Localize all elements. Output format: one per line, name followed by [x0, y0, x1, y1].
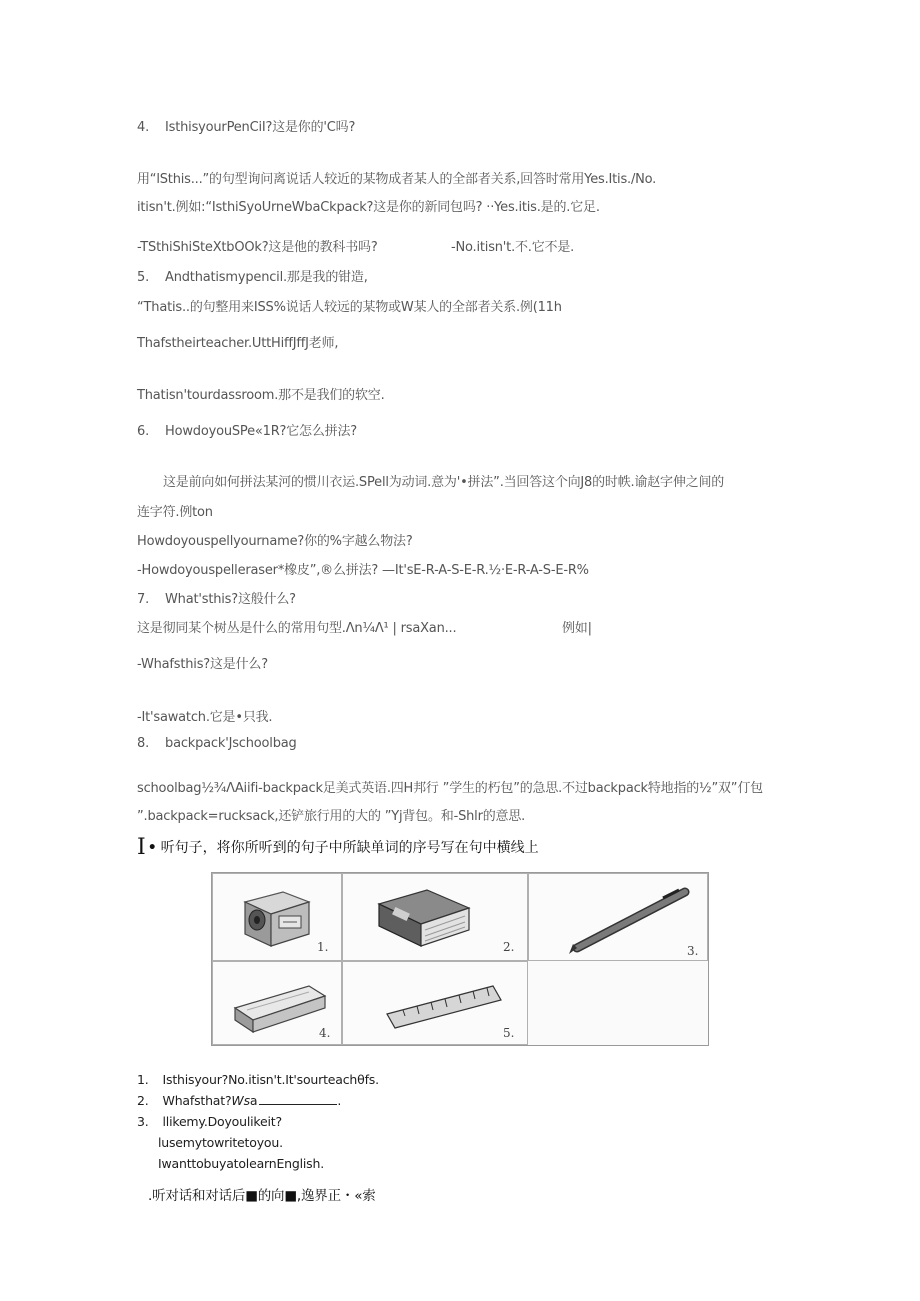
picture-cell-ruler — [342, 961, 528, 1045]
item-4 — [137, 116, 355, 135]
picture-cell-sharpener — [212, 873, 342, 961]
item-number: 4. — [137, 120, 150, 135]
exercise-text: a — [249, 1093, 258, 1108]
explanation-line: 这是前向如何拼法某河的惯川衣运.SPell为动词.意为'•拼法”.当回答这个向J8的时帙.谕赵字伸之间的 — [163, 475, 725, 490]
item-5 — [137, 266, 368, 285]
answer-blank[interactable] — [259, 1094, 337, 1105]
exercise-text: Whafsthat? — [162, 1093, 232, 1108]
picture-cell-eraser — [212, 961, 342, 1045]
roman-numeral: I — [137, 835, 146, 860]
explanation-line: itisn't.例如:“IsthiSyoUrneWbaCkpack?这是你的新同包吗? ··Yes.itis.是的.它足. — [137, 200, 600, 215]
explanation-line: Thatisn'tourdassroom.那不是我们的软空. — [137, 388, 385, 403]
item-title: IsthisyourPenCiI?这是你的'C吗? — [165, 120, 356, 135]
picture-grid — [211, 872, 709, 1046]
item-number: 7. — [137, 592, 150, 607]
explanation-line — [137, 236, 378, 255]
item-number: 8. — [137, 736, 150, 751]
item-title: HowdoyouSPe«1R?它怎么拼法? — [165, 424, 357, 439]
pen-icon — [529, 874, 707, 960]
item-title: Andthatismypencil.那是我的钳造, — [165, 270, 368, 285]
picture-cell-book — [342, 873, 528, 961]
bullet: • — [147, 840, 157, 856]
explanation-line: “Thatis..的句整用来ISS%说话人较远的某物或W某人的全部者关系.例(11h — [137, 300, 562, 315]
ruler-icon — [343, 962, 527, 1044]
exercise-number: 1. — [137, 1072, 149, 1087]
picture-label: 2. — [503, 940, 515, 954]
picture-label: 4. — [319, 1026, 331, 1040]
exercise-italic: Ws — [231, 1093, 250, 1108]
explanation-line: schoolbag½¾ΛAiifi-backpack足美式英语.四H邦行 ”学生的朽包”的急思.不过backpack特地指的½”双”仃包 — [137, 781, 763, 796]
picture-label: 3. — [687, 944, 699, 958]
explanation-line: -Howdoyouspelleraser*橡皮”,®么拼法? —It'sE-R-A-S-E-R.½·E-R-A-S-E-R% — [137, 563, 589, 578]
explanation-line: 这是彻同某个树丛是什么的常用句型.Λn¼Λ¹ | rsaXan... — [137, 621, 457, 636]
explanation-line: -Whafsthis?这是什么? — [137, 657, 268, 672]
exercise-number: 2. — [137, 1093, 149, 1108]
explanation-line: 用“lSthis...”的句型询问离说话人较近的某物成者某人的全部者关系,回答时常用Yes.Itis./No. — [137, 172, 657, 187]
section-heading — [137, 835, 539, 860]
example-answer: -No.itisn't.不.它不是. — [451, 240, 575, 255]
item-number: 5. — [137, 270, 150, 285]
exercise-3 — [137, 1114, 282, 1129]
explanation-line: -It'sawatch.它是•只我. — [137, 710, 273, 725]
book-icon — [343, 874, 527, 960]
explanation-line: Thafstheirteacher.UttHiffJffJ老师, — [137, 336, 339, 351]
heading-text: 听句子，将你所听到的句子中所缺单词的序号写在句中横线上 — [160, 840, 539, 856]
exercise-number: 3. — [137, 1114, 149, 1129]
exercise-text: Isthisyour?No.itisn't.It'sourteachθfs. — [162, 1072, 379, 1087]
exercise-text: llikemy.Doyoulikeit? — [162, 1114, 282, 1129]
example-question: -TSthiShiSteXtbOOk?这是他的教科书吗? — [137, 240, 378, 255]
exercise-1 — [137, 1072, 379, 1087]
item-7 — [137, 588, 296, 607]
exercise-5: IwanttobuyatolearnEnglish. — [158, 1156, 324, 1171]
exercise-4: lusemytowritetoyou. — [158, 1135, 283, 1150]
exercise-end: . — [337, 1093, 342, 1108]
picture-label: 5. — [503, 1026, 515, 1040]
explanation-line: 例如| — [562, 621, 592, 636]
exercise-2 — [137, 1093, 341, 1108]
item-8 — [137, 736, 297, 751]
picture-label: 1. — [317, 940, 329, 954]
item-6 — [137, 420, 357, 439]
item-number: 6. — [137, 424, 150, 439]
item-title: backpack'Jschoolbag — [165, 736, 297, 751]
picture-cell-pen — [528, 873, 708, 961]
explanation-line: 连字符.例ton — [137, 505, 213, 520]
section-2-heading: .听对话和对话后■的向■,逸界正・«索 — [148, 1188, 376, 1204]
explanation-line: Howdoyouspellyourname?你的%字越么物法? — [137, 534, 413, 549]
explanation-line: ”.backpack=rucksack,还铲旅行用的大的 ”Yj背包。和-Shlr的意思. — [137, 809, 526, 824]
item-title: What'sthis?这般什么? — [165, 592, 296, 607]
